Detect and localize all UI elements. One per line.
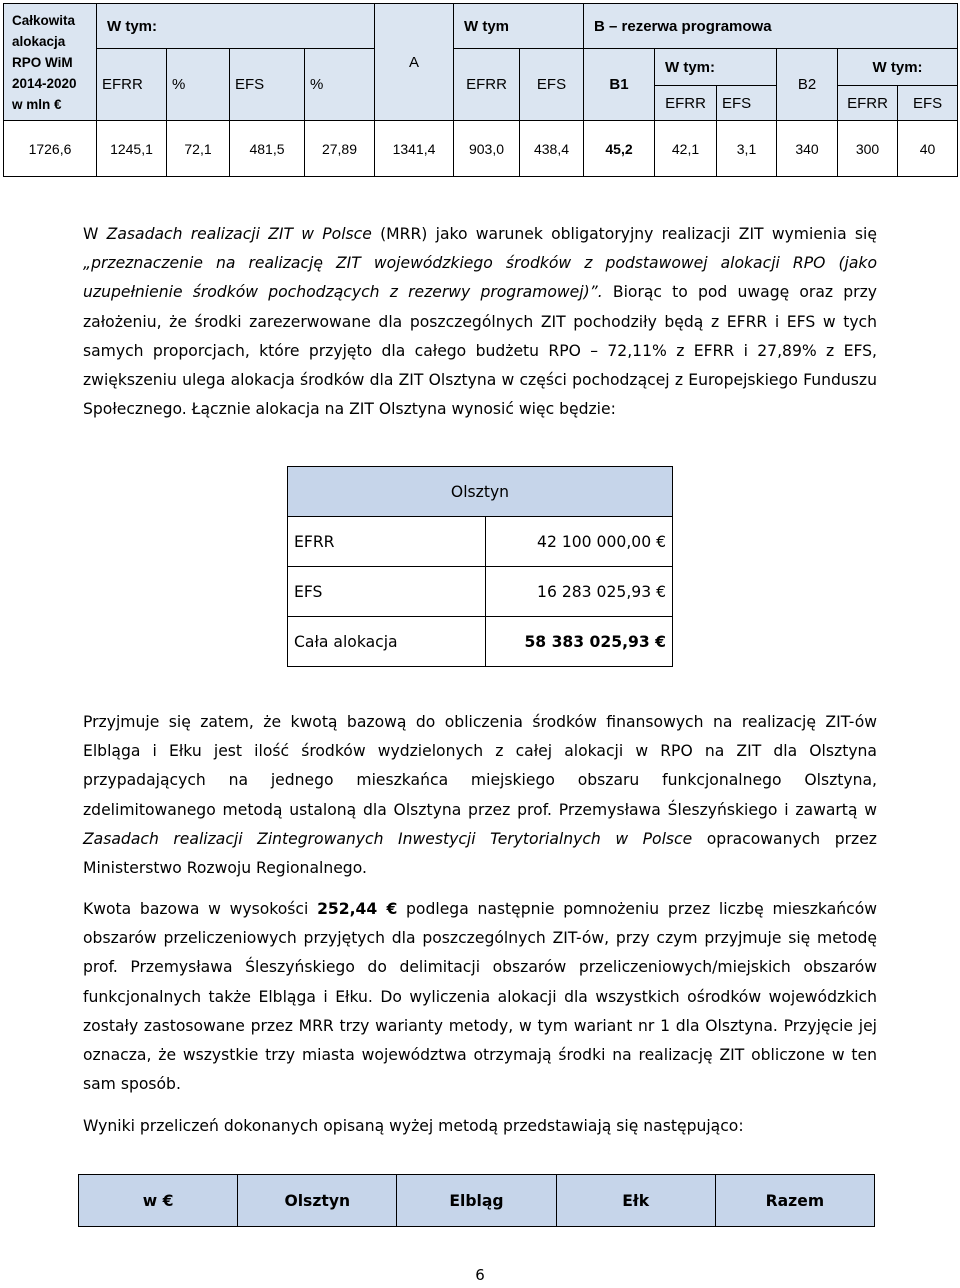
cell-b2: 340 — [777, 121, 838, 177]
row-label: EFS — [288, 567, 486, 617]
row-label: EFRR — [288, 517, 486, 567]
header-program-reserve: B – rezerwa programowa — [584, 4, 958, 49]
header-a-efrr: EFRR — [454, 49, 520, 121]
header-percent-1: % — [167, 49, 230, 121]
cell-b1-efs: 3,1 — [717, 121, 777, 177]
cell-b1-efrr: 42,1 — [655, 121, 717, 177]
table-row — [288, 567, 673, 617]
header-b2-efs: EFS — [898, 86, 958, 121]
results-table — [78, 1174, 875, 1227]
cell-b2-efs: 40 — [898, 121, 958, 177]
col-total: Razem — [715, 1175, 874, 1227]
header-b1-of-which: W tym: — [655, 49, 777, 86]
table-row — [4, 121, 958, 177]
table-header-row — [79, 1175, 875, 1227]
paragraph-zit-requirement: W Zasadach realizacji ZIT w Polsce (MRR) jako warunek obligatoryjny realizacji ZIT wymienia się „przeznaczenie na realizację ZIT wojewódzkiego środków z podstawowej alokacji RPO (jako uzupełnienie środków pochodzących z rezerwy programowej)”. Biorąc to pod uwagę oraz przy założeniu, że środki zarezerwowane dla poszczególnych ZIT pochodziły będą z EFRR i EFS w tych samych proporcjach, które przyjęto dla całego budżetu RPO – 72,11% z EFRR i 27,89% z EFS, zwiększeniu ulega alokacja środków dla ZIT Olsztyna w części pochodzącej z Europejskiego Funduszu Społecznego. Łącznie alokacja na ZIT Olsztyna wynosić więc będzie: — [83, 225, 877, 419]
header-b2: B2 — [777, 49, 838, 121]
cell-a: 1341,4 — [375, 121, 454, 177]
header-percent-2: % — [305, 49, 375, 121]
row-label: Cała alokacja — [288, 617, 486, 667]
olsztyn-header: Olsztyn — [288, 467, 673, 517]
header-b1: B1 — [584, 49, 655, 121]
cell-pct1: 72,1 — [167, 121, 230, 177]
cell-a-efs: 438,4 — [520, 121, 584, 177]
paragraph-base-amount: Przyjmuje się zatem, że kwotą bazową do obliczenia środków finansowych na realizację ZIT-ów Elbląga i Ełku jest ilość środków wydzielonych z całej alokacji w RPO na ZIT dla Olsztyna przypadających na jednego mieszkańca miejskiego obszaru funkcjonalnego Olsztyna, zdelimitowanego metodą ustaloną dla Olsztyna przez prof. Przemysława Śleszyńskiego i zawartą w Zasadach realizacji Zintegrowanych Inwestycji Terytorialnych w Polsce opracowanych przez Ministerstwo Rozwoju Regionalnego. — [83, 713, 877, 878]
page-number: 6 — [475, 1266, 485, 1284]
header-b2-efrr: EFRR — [838, 86, 898, 121]
header-efs: EFS — [230, 49, 305, 121]
header-a: A — [375, 4, 454, 121]
col-elblag: Elbląg — [397, 1175, 556, 1227]
paragraph-calculation-method: Kwota bazowa w wysokości 252,44 € podlega następnie pomnożeniu przez liczbę mieszkańców obszarów przeliczeniowych przyjętych dla poszczególnych ZIT-ów, przy czym przyjmuje się metodę prof. Przemysława Śleszyńskiego do delimitacji obszarów przeliczeniowych/miejskich obszarów funkcjonalnych także Elbląga i Ełku. Do wyliczenia alokacji dla wszystkich ośrodków wojewódzkich zostały zastosowane przez MRR trzy warianty metody, w tym wariant nr 1 dla Olsztyna. Przyjęcie jej oznacza, że wszystkie trzy miasta województwa otrzymają środki na realizację ZIT obliczone w ten sam sposób. — [83, 900, 877, 1094]
header-b2-of-which: W tym: — [838, 49, 958, 86]
paragraph-results-intro: Wyniki przeliczeń dokonanych opisaną wyżej metodą przedstawiają się następująco: — [83, 1117, 744, 1135]
header-total-allocation: Całkowita alokacja RPO WiM 2014-2020 w mln € — [4, 4, 97, 121]
cell-b2-efrr: 300 — [838, 121, 898, 177]
table-row — [288, 517, 673, 567]
table-row — [288, 617, 673, 667]
cell-pct2: 27,89 — [305, 121, 375, 177]
cell-b1: 45,2 — [584, 121, 655, 177]
col-currency: w € — [79, 1175, 238, 1227]
cell-total: 1726,6 — [4, 121, 97, 177]
row-value: 42 100 000,00 € — [486, 517, 673, 567]
header-of-which-2: W tym — [454, 4, 584, 49]
allocation-summary-table — [3, 3, 958, 177]
cell-a-efrr: 903,0 — [454, 121, 520, 177]
olsztyn-allocation-table — [287, 466, 673, 667]
cell-efs: 481,5 — [230, 121, 305, 177]
header-efrr: EFRR — [97, 49, 167, 121]
header-b1-efs: EFS — [717, 86, 777, 121]
row-value-total: 58 383 025,93 € — [486, 617, 673, 667]
header-a-efs: EFS — [520, 49, 584, 121]
cell-efrr: 1245,1 — [97, 121, 167, 177]
header-b1-efrr: EFRR — [655, 86, 717, 121]
col-elk: Ełk — [556, 1175, 715, 1227]
header-of-which-1: W tym: — [97, 4, 375, 49]
row-value: 16 283 025,93 € — [486, 567, 673, 617]
col-olsztyn: Olsztyn — [238, 1175, 397, 1227]
